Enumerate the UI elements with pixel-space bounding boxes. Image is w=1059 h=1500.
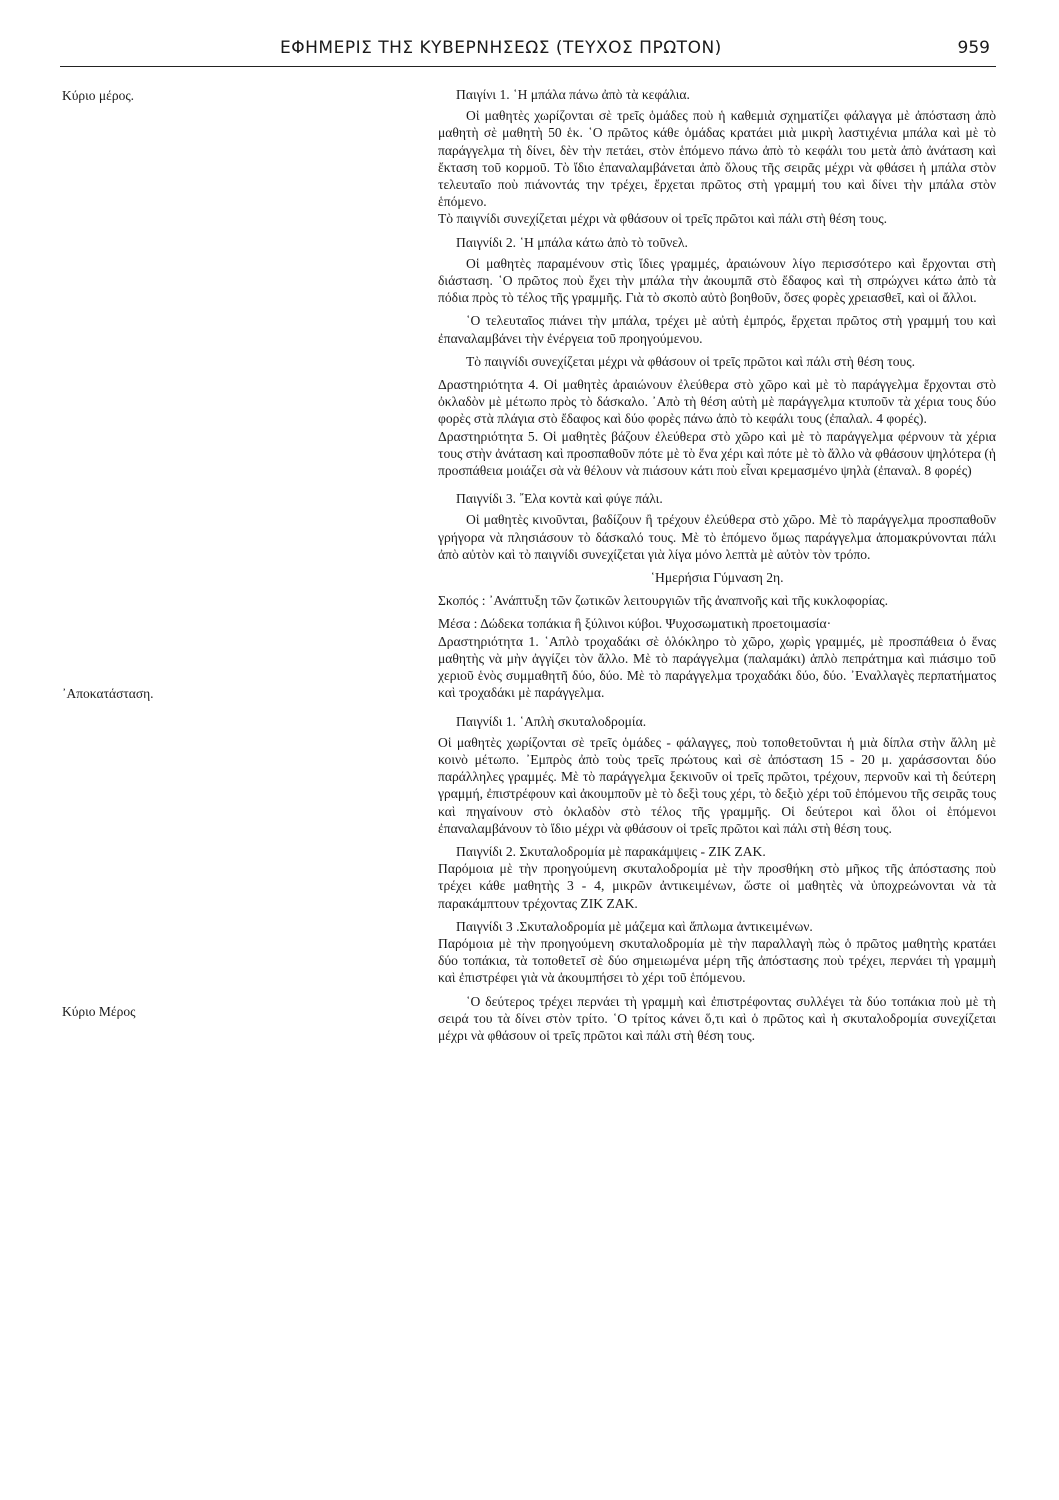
relay2-paragraph: Παρόμοια μὲ τὴν προηγούμενη σκυταλοδρομία μὲ τὴν προσθήκη στὸ μῆκος τῆς ἀπόστασης ποὺ τρέχει κάθε μαθητὴς 3 - 4, μικρῶν ἀντικειμένων, ὥστε οἱ μαθητὲς νὰ ὑποχρεώνονται νὰ τὰ παρακάμπτουν τρέχοντας ΖΙΚ ΖΑΚ.	[438, 861, 996, 911]
daily-exercise-title: ῾Ημερήσια Γύμναση 2η.	[650, 570, 784, 586]
game3-paragraph: Οἱ μαθητὲς κινοῦνται, βαδίζουν ἢ τρέχουν ἐλεύθερα στὸ χῶρο. Μὲ τὸ παράγγελμα προσπαθοῦν γρήγορα νὰ πλησιάσουν τὸ δάσκαλό τους. Μὲ τὸ ἑπόμενο ὅμως παράγγελμα ἀπομακρύνονται πάλι ἀπὸ αὐτὸν καὶ τὸ παιγνίδι συνεχίζεται γιὰ λίγα μόνο λεπτὰ μὲ αὐτὸν τὸν τρόπο.	[438, 512, 996, 562]
activity4-paragraph: Δραστηριότητα 4. Οἱ μαθητὲς ἀραιώνουν ἐλεύθερα στὸ χῶρο καὶ μὲ τὸ παράγγελμα ἔρχονται στὸ ὀκλαδὸν μὲ μέτωπο πρὸς τὸ δάσκαλο. ᾿Απὸ τὴ θέση αὐτὴ μὲ παράγγελμα κτυποῦν τὰ χέρια τους δύο φορὲς στὰ πλάγια στὸ ἔδαφος καὶ δύο φορὲς πάνω ἀπὸ τὸ κεφάλι τους (ἐπαλαλ. 4 φορές).	[438, 377, 996, 427]
relay2-title: Παιγνίδι 2. Σκυταλοδρομία μὲ παρακάμψεις - ΖΙΚ ΖΑΚ.	[456, 843, 766, 859]
margin-label-main-part-2: Κύριο Μέρος	[62, 1004, 136, 1019]
activity1-paragraph: Δραστηριότητα 1. ῾Απλὸ τροχαδάκι σὲ ὁλόκληρο τὸ χῶρο, χωρὶς γραμμές, μὲ προσπάθεια ὁ ἕνας μαθητὴς νὰ μὴν ἀγγίζει τὸν ἄλλο. Μὲ τὸ παράγγελμα (παλαμάκι) ἁπλὸ πεπράτημα καὶ πιάσιμο τοῦ χεριοῦ ἑνὸς συμμαθητῆ δύο, δύο. Μὲ τὸ παράγγελμα τροχαδάκι δύο, δύο. ᾿Εναλλαγὲς περπατήματος καὶ τροχαδάκι μὲ παράγγελμα.	[438, 633, 996, 701]
journal-title: ΕΦΗΜΕΡΙΣ ΤΗΣ ΚΥΒΕΡΝΗΣΕΩΣ (ΤΕΥΧΟΣ ΠΡΩΤΟΝ)	[280, 38, 722, 58]
page-number: 959	[957, 38, 990, 58]
game2-paragraph: Οἱ μαθητὲς παραμένουν στὶς ἴδιες γραμμές, ἀραιώνουν λίγο περισσότερο καὶ ἔρχονται στὴ διάσταση. ῾Ο πρῶτος ποὺ ἔχει τὴν μπάλα τὴν ἀκουμπᾶ στὸ ἔδαφος καὶ τὴ σπρώχνει κάτω ἀπὸ τὰ πόδια πρὸς τὸ τέλος τῆς γραμμῆς. Γιὰ τὸ σκοπὸ αὐτὸ βοηθοῦν, ὅσες φορὲς χρειασθεῖ, καὶ οἱ ἄλλοι.	[438, 255, 996, 306]
relay3-title: Παιγνίδι 3 .Σκυταλοδρομία μὲ μάζεμα καὶ ἅπλωμα ἀντικειμένων.	[456, 918, 813, 934]
margin-label-main-part: Κύριο μέρος.	[62, 88, 135, 103]
page-header	[60, 32, 996, 67]
relay3-paragraph-2: ῾Ο δεύτερος τρέχει περνάει τὴ γραμμὴ καὶ ἐπιστρέφοντας συλλέγει τὰ δύο τοπάκια ποὺ μὲ τὴ σειρά του τὰ δίνει στὸν τρίτο. ῾Ο τρίτος κάνει ὅ,τι καὶ ὁ πρῶτος καὶ ἡ σκυταλοδρομία συνεχίζεται μέχρι νὰ φθάσουν οἱ τρεῖς πρῶτοι καὶ πάλι στὴ θέση τους.	[438, 993, 996, 1043]
relay1-title: Παιγνίδι 1. ῾Απλὴ σκυταλοδρομία.	[456, 713, 647, 729]
means-paragraph: Μέσα : Δώδεκα τοπάκια ἢ ξύλινοι κύβοι. Ψυχοσωματικὴ προετοιμασία·	[438, 616, 832, 632]
game2-paragraph-3: Τὸ παιγνίδι συνεχίζεται μέχρι νὰ φθάσουν οἱ τρεῖς πρῶτοι καὶ πάλι στὴ θέση τους.	[466, 353, 916, 369]
relay3-paragraph: Παρόμοια μὲ τὴν προηγούμενη σκυταλοδρομία μὲ τὴν παραλλαγὴ πὼς ὁ πρῶτος μαθητὴς κρατάει δύο τοπάκια, τὰ τοποθετεῖ σὲ δύο σημειωμένα μέρη τῆς ἀπόστασης ποὺ τρέχει, περνάει τὴ γραμμὴ καὶ ἐπιστρέφει γιὰ νὰ ἀκουμπήσει τὸ χέρι τοῦ ἑπόμενου.	[438, 935, 996, 986]
margin-label-recovery: ᾿Αποκατάσταση.	[62, 686, 154, 701]
game3-title: Παιγνίδι 3. ῎Ελα κοντὰ καὶ φύγε πάλι.	[456, 491, 663, 507]
game1-title: Παιγίνι 1. ῾Η μπάλα πάνω ἀπὸ τὰ κεφάλια.	[456, 87, 690, 102]
purpose-paragraph: Σκοπός : ᾿Ανάπτυξη τῶν ζωτικῶν λειτουργιῶν τῆς ἀναπνοῆς καὶ τῆς κυκλοφορίας.	[438, 593, 889, 609]
game1-paragraph: Οἱ μαθητὲς χωρίζονται σὲ τρεῖς ὁμάδες ποὺ ἡ καθεμιὰ σχηματίζει φάλαγγα μὲ ἀπόσταση ἀπὸ μαθητὴ σὲ μαθητὴ 50 ἑκ. ῾Ο πρῶτος κάθε ὁμάδας κρατάει μιὰ μικρὴ λαστιχένια μπάλα καὶ μὲ τὸ παράγγελμα τὴ δίνει, δὲν τὴν πετάει, στὸν ἑπόμενο πάνω ἀπὸ τὸ κεφάλι του μετὰ ἀπὸ ἀνάταση καὶ ἔκταση τοῦ κορμοῦ. Τὸ ἴδιο ἐπαναλαμβάνεται ἀπὸ ὅλους τῆς σειρᾶς μέχρι νὰ φθάσει ἡ μπάλα στὸν τελευταῖο ποὺ πιάνοντάς την τρέχει, ἔρχεται πρῶτος στὴ γραμμή του καὶ δίνει τὴν μπάλα στὸν ἑπόμενο.	[438, 108, 996, 210]
relay1-paragraph: Οἱ μαθητὲς χωρίζονται σὲ τρεῖς ὁμάδες - φάλαγγες, ποὺ τοποθετοῦνται ἡ μιὰ δίπλα στὴν ἄλλη μὲ κοινὸ μέτωπο. ᾿Εμπρὸς ἀπὸ τοὺς τρεῖς πρώτους καὶ σὲ ἀπόσταση 15 - 20 μ. χαράσσονται δύο παράλληλες γραμμές. Μὲ τὸ παράγγελμα ξεκινοῦν οἱ τρεῖς πρῶτοι, τρέχουν, περνοῦν καὶ τὴ δεύτερη γραμμή, ἐπιστρέφουν καὶ ἀκουμποῦν μὲ τὸ δεξὶ τους χέρι, τὸ δεξιὸ χέρι τοῦ ἑπόμενου τῆς σειρᾶς τους καὶ πηγαίνουν στὸ ὀκλαδὸν στὸ τέλος τῆς γραμμῆς. Οἱ δεύτεροι καὶ ὅλοι οἱ ἑπόμενοι ἐπαναλαμβάνουν τὸ ἴδιο μέχρι νὰ φθάσουν οἱ τρεῖς πρῶτοι καὶ πάλι στὴ θέση τους.	[438, 734, 996, 836]
game2-title: Παιγνίδι 2. ῾Η μπάλα κάτω ἀπὸ τὸ τοῦνελ.	[456, 234, 688, 250]
activity5-paragraph: Δραστηριότητα 5. Οἱ μαθητὲς βάζουν ἐλεύθερα στὸ χῶρο καὶ μὲ τὸ παράγγελμα φέρνουν τὰ χέρια τους στὴν ἀνάταση καὶ προσπαθοῦν πότε μὲ τὸ ἕνα χέρι καὶ πότε μὲ τὸ ἄλλο νὰ φθάσουν ψηλότερα (ἡ προσπάθεια μοιάζει σὰ νὰ θέλουν νὰ πιάσουν κάτι ποὺ εἶναι κρεμασμένο ψηλὰ (ἐπαναλ. 8 φορές)	[438, 428, 996, 479]
text-column	[438, 86, 996, 1050]
game1-paragraph-2: Τὸ παιγνίδι συνεχίζεται μέχρι νὰ φθάσουν οἱ τρεῖς πρῶτοι καὶ πάλι στὴ θέση τους.	[438, 211, 888, 227]
game2-paragraph-2: ῾Ο τελευταῖος πιάνει τὴν μπάλα, τρέχει μὲ αὐτὴ ἐμπρός, ἔρχεται πρῶτος στὴ γραμμή του καὶ ἐπαναλαμβάνει τὴν ἐνέργεια τοῦ προηγούμενου.	[438, 313, 996, 346]
